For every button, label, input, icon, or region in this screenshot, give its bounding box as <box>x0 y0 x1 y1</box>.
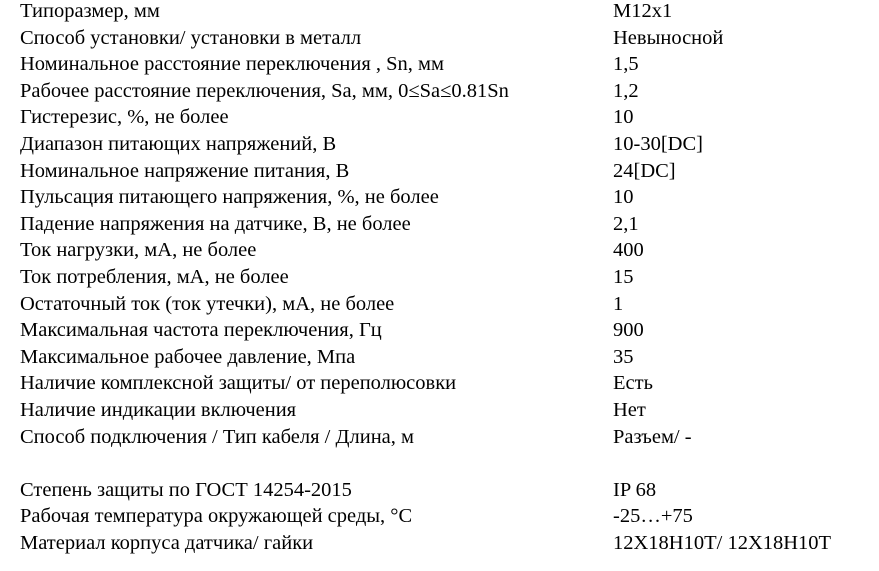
spec-label: Диапазон питающих напряжений, В <box>20 133 337 156</box>
spec-row-voltage-range <box>20 131 870 158</box>
spec-row-size <box>20 0 870 25</box>
spec-row-mounting <box>20 25 870 52</box>
spec-row-operating-temperature <box>20 503 870 530</box>
spec-value: 1,5 <box>613 53 639 76</box>
spec-label: Способ установки/ установки в металл <box>20 26 362 49</box>
spec-row-nominal-voltage <box>20 158 870 185</box>
spec-value: Нет <box>613 398 646 421</box>
spec-label: Пульсация питающего напряжения, %, не более <box>20 186 439 209</box>
spec-value: 1,2 <box>613 79 639 102</box>
spec-row-voltage-drop <box>20 211 870 238</box>
spec-value: 15 <box>613 265 634 288</box>
spec-value: М12x1 <box>613 0 673 23</box>
spec-label: Падение напряжения на датчике, В, не более <box>20 212 411 235</box>
spec-value: 12Х18Н10Т/ 12Х18Н10Т <box>613 531 832 554</box>
spec-label: Максимальная частота переключения, Гц <box>20 319 382 342</box>
spec-value: Разъем/ - <box>613 425 692 448</box>
spec-value: 400 <box>613 239 644 262</box>
spec-label: Гистерезис, %, не более <box>20 106 229 129</box>
spec-value: Есть <box>613 372 653 395</box>
spec-value: 1 <box>613 292 624 315</box>
spec-value: -25…+75 <box>613 505 693 528</box>
spec-row-indication <box>20 397 870 424</box>
spec-label: Остаточный ток (ток утечки), мА, не более <box>20 292 395 315</box>
spec-label: Максимальное рабочее давление, Мпа <box>20 345 356 368</box>
spec-row-max-pressure <box>20 344 870 371</box>
spec-row-hysteresis <box>20 104 870 131</box>
spec-value: 900 <box>613 319 644 342</box>
spec-label: Номинальное расстояние переключения , Sn, мм <box>20 53 444 76</box>
spec-row-switching-frequency <box>20 317 870 344</box>
spec-row-housing-material <box>20 530 870 557</box>
spec-row-ingress-protection <box>20 477 870 504</box>
spec-label: Наличие индикации включения <box>20 398 297 421</box>
spec-value: IP 68 <box>613 478 657 501</box>
spec-label: Рабочее расстояние переключения, Sa, мм, 0≤Sa≤0.81Sn <box>20 79 509 102</box>
spec-value: 2,1 <box>613 212 639 235</box>
spec-label: Номинальное напряжение питания, В <box>20 159 350 182</box>
spec-label: Рабочая температура окружающей среды, °С <box>20 505 413 528</box>
spec-row-spacer <box>20 450 870 477</box>
spec-label: Ток нагрузки, мА, не более <box>20 239 257 262</box>
spec-row-connection <box>20 424 870 451</box>
spec-value: 24[DC] <box>613 159 676 182</box>
spec-label: Способ подключения / Тип кабеля / Длина, м <box>20 425 414 448</box>
spec-value: 10-30[DC] <box>613 133 703 156</box>
spec-label: Ток потребления, мА, не более <box>20 265 289 288</box>
spec-row-ripple <box>20 184 870 211</box>
spec-value: Невыносной <box>613 26 724 49</box>
spec-row-protection <box>20 370 870 397</box>
spec-table <box>20 0 870 556</box>
spec-row-consumption-current <box>20 264 870 291</box>
spec-value: 10 <box>613 106 634 129</box>
spec-label: Типоразмер, мм <box>20 0 160 23</box>
spec-row-load-current <box>20 237 870 264</box>
spec-label: Материал корпуса датчика/ гайки <box>20 531 314 554</box>
spec-value: 35 <box>613 345 634 368</box>
spec-row-leakage-current <box>20 291 870 318</box>
spec-value: 10 <box>613 186 634 209</box>
spec-row-nominal-distance <box>20 51 870 78</box>
spec-label: Степень защиты по ГОСТ 14254-2015 <box>20 478 352 501</box>
spec-row-operating-distance <box>20 78 870 105</box>
spec-label: Наличие комплексной защиты/ от переполюсовки <box>20 372 457 395</box>
